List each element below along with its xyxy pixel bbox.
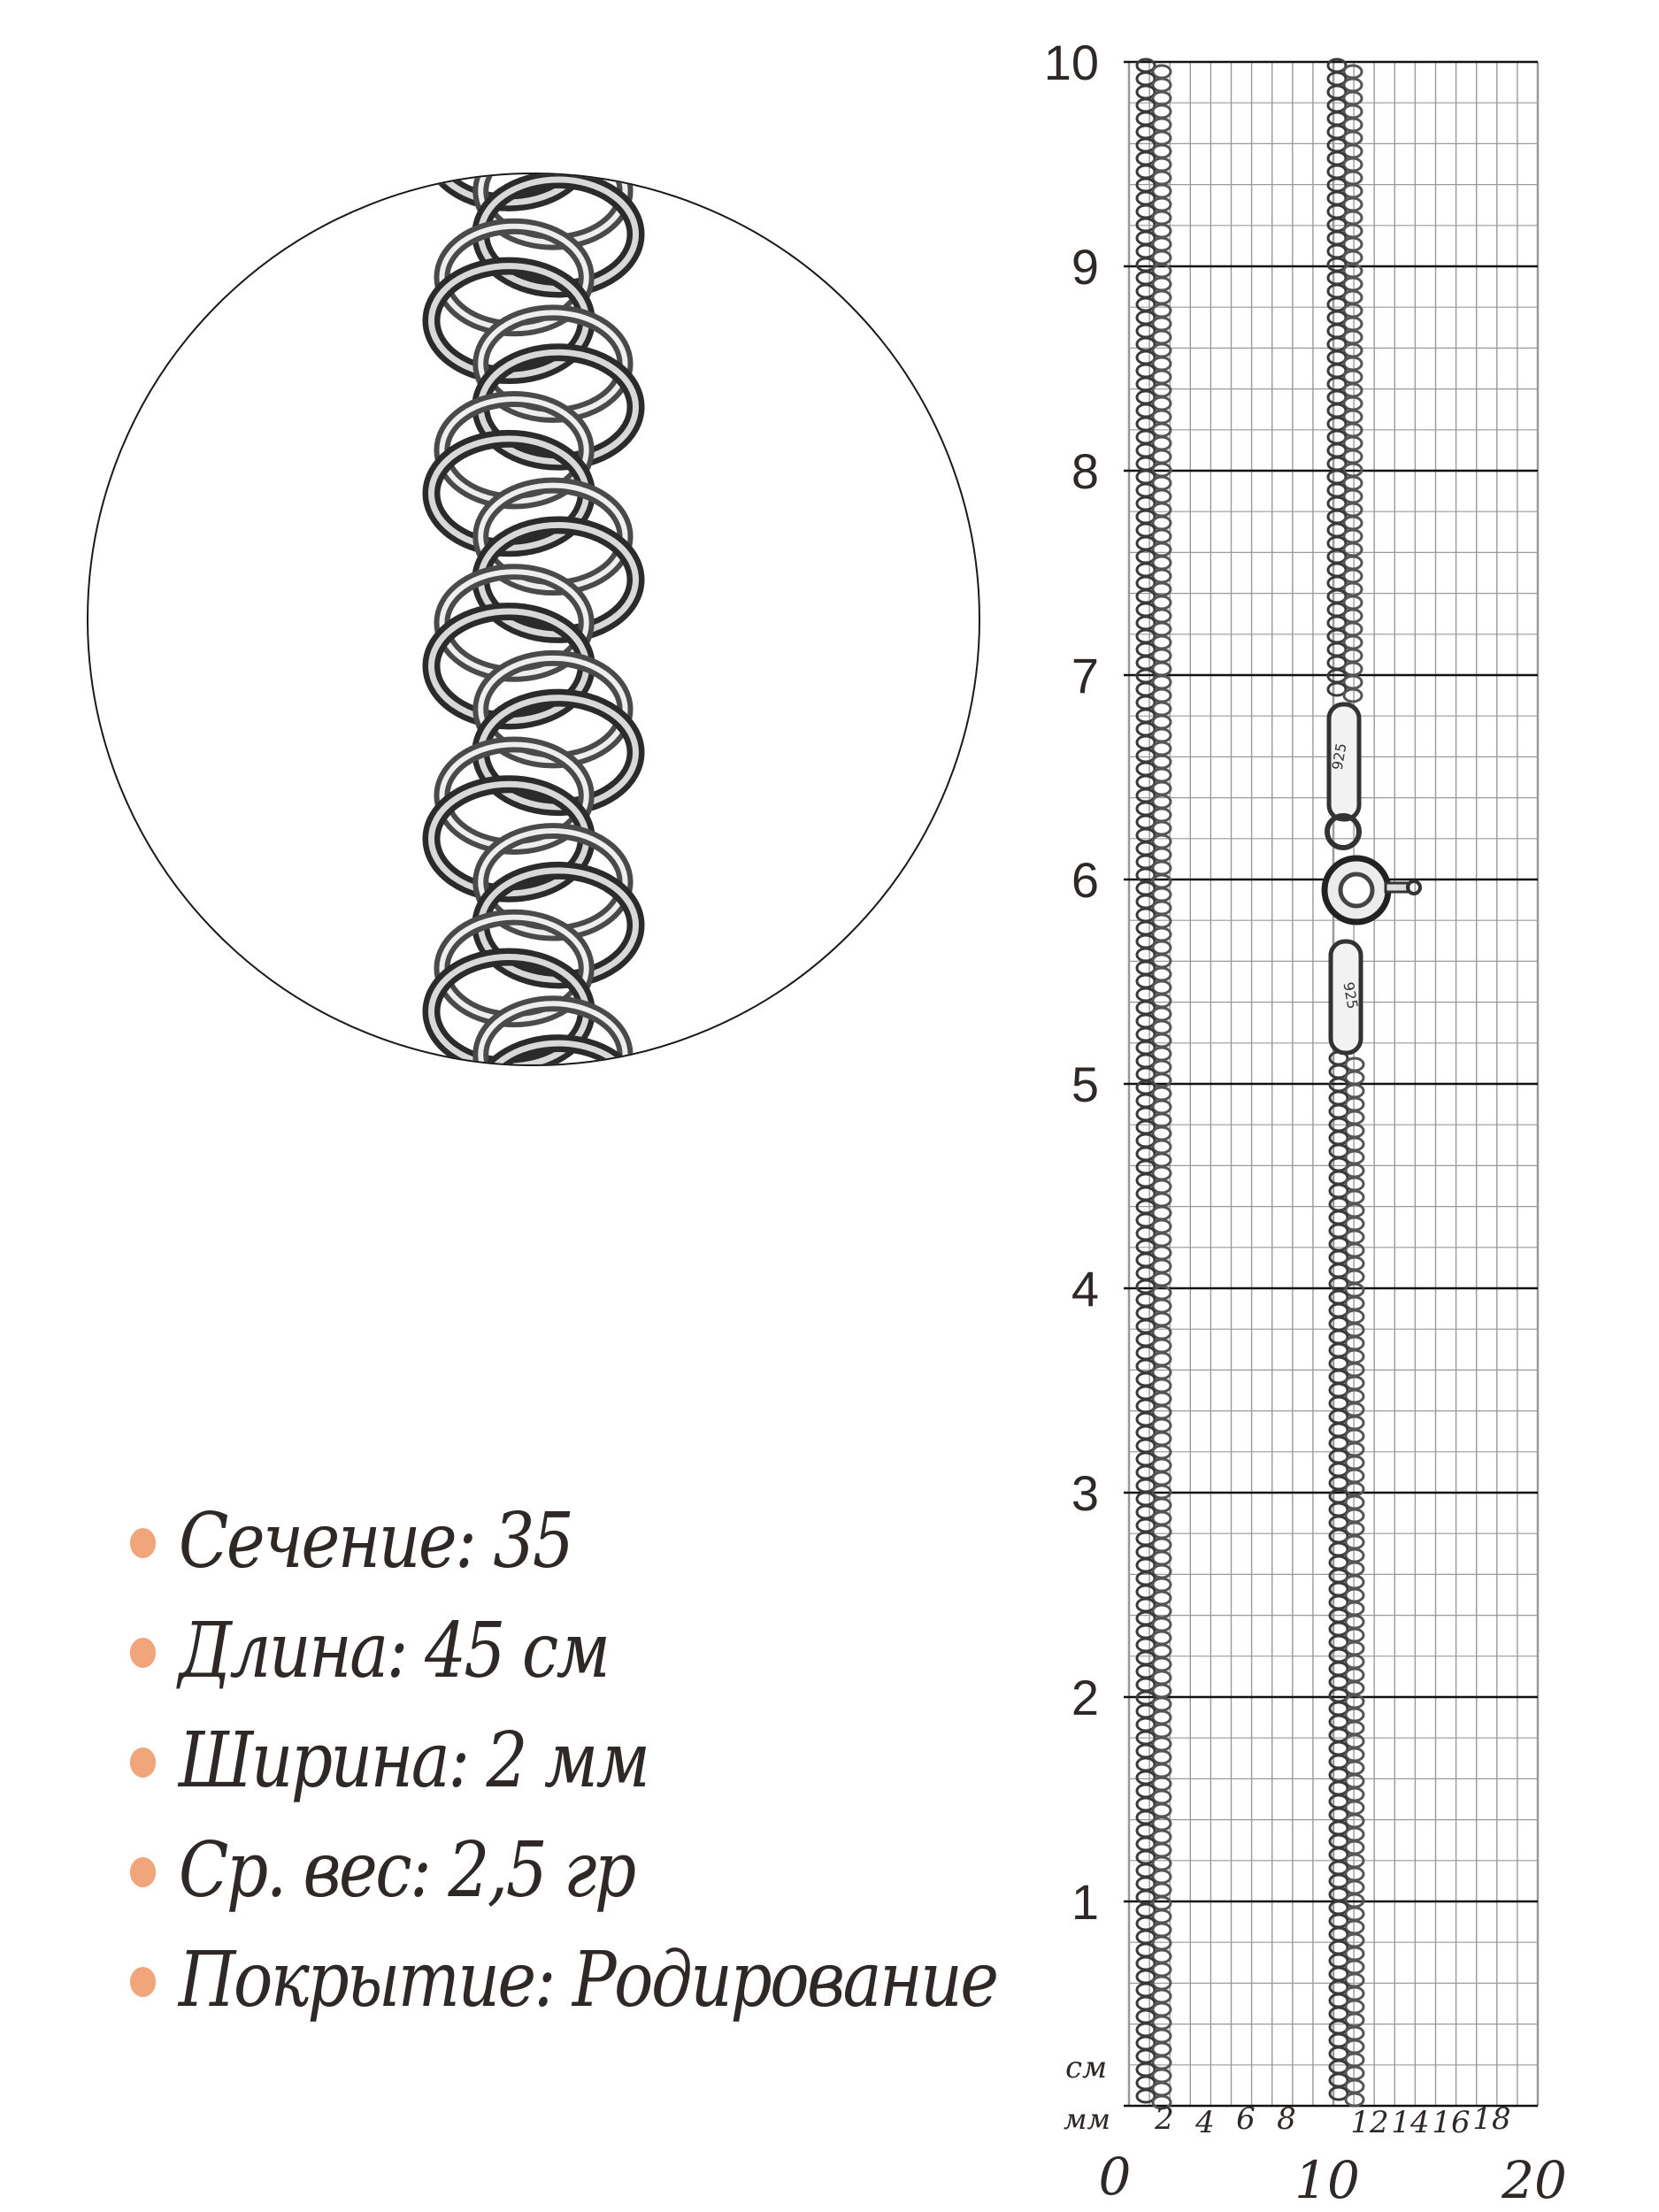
chain-link — [1346, 1868, 1363, 1880]
chain-link — [1153, 649, 1171, 662]
spec-weight-text: Ср. вес: 2,5 гр — [178, 1826, 634, 1915]
mm-label-20: 20 — [1502, 2150, 1567, 2210]
chain-link — [1346, 1655, 1363, 1668]
chain-link — [1344, 371, 1362, 383]
measurement-ruler — [1018, 35, 1593, 2212]
mm-label-14: 14 — [1391, 2105, 1430, 2140]
chain-link — [1344, 543, 1362, 556]
chain-link — [1346, 1403, 1363, 1416]
chain-link — [1153, 331, 1171, 343]
chain-link — [1346, 2054, 1363, 2066]
chain-link — [1153, 1101, 1171, 1113]
mm-label-18: 18 — [1472, 2101, 1511, 2137]
chain-link — [1344, 623, 1362, 635]
chain-link — [1153, 172, 1171, 184]
chain-link — [1153, 1525, 1171, 1538]
chain-link — [1346, 1231, 1363, 1243]
chain-link — [1153, 716, 1171, 728]
chain-link — [1346, 1350, 1363, 1363]
chain-link — [1346, 1085, 1363, 1097]
chain-link — [1346, 1841, 1363, 1854]
bullet-dot-icon — [130, 1528, 156, 1558]
chain-link — [1153, 703, 1171, 715]
chain-link — [1153, 782, 1171, 795]
chain-link — [1346, 1722, 1363, 1734]
chain-link — [1153, 291, 1171, 303]
chain-link — [1346, 1284, 1363, 1296]
chain-link — [1344, 676, 1362, 688]
chain-link — [1153, 1738, 1171, 1750]
chain-link — [1153, 1764, 1171, 1777]
chain-link — [1346, 2067, 1363, 2079]
chain-link — [1153, 2056, 1171, 2069]
chain-link — [1346, 1496, 1363, 1509]
chain-link — [1153, 557, 1171, 569]
chain-link — [1153, 1406, 1171, 1418]
chain-link — [1346, 1669, 1363, 1681]
mm-label-2: 2 — [1155, 2101, 1174, 2137]
chain-link — [1153, 105, 1171, 118]
chain-link — [1153, 225, 1171, 237]
chain-link — [1346, 1310, 1363, 1323]
bullet-dot-icon — [130, 1967, 156, 1997]
chain-link — [1153, 1008, 1171, 1020]
chain-link — [1153, 2043, 1171, 2055]
chain-link — [1344, 610, 1362, 622]
chain-link — [1153, 968, 1171, 980]
chain-link — [1346, 1974, 1363, 1986]
chain-link — [1153, 835, 1171, 848]
chain-link — [1153, 1804, 1171, 1816]
spec-coating — [124, 1925, 996, 2035]
chain-link — [1346, 2040, 1363, 2053]
chain-link — [1344, 437, 1362, 449]
chain-link — [1346, 1164, 1363, 1177]
chain-link — [1153, 862, 1171, 874]
mm-unit-label: мм — [1064, 2102, 1111, 2136]
chain-link — [1153, 490, 1171, 503]
chain-link — [1153, 729, 1171, 741]
chain-link — [1153, 1353, 1171, 1365]
chain-link — [1153, 1578, 1171, 1591]
chain-link — [1153, 1685, 1171, 1697]
chain-link — [1153, 1897, 1171, 1909]
chain-link — [1346, 1297, 1363, 1310]
chain-link — [1344, 570, 1362, 582]
chain-link — [1344, 503, 1362, 516]
chain-link — [1346, 1151, 1363, 1164]
chain-link — [1153, 1432, 1171, 1445]
chain-link — [1346, 1337, 1363, 1349]
chain-link — [1153, 1565, 1171, 1578]
chain-link — [1153, 610, 1171, 622]
chain-link — [1153, 251, 1171, 264]
chain-link — [1346, 1987, 1363, 2000]
chain-link — [1346, 1271, 1363, 1283]
chain-link — [1153, 1154, 1171, 1166]
chain-link — [1344, 158, 1362, 171]
chain-link — [1346, 1815, 1363, 1827]
spec-list — [124, 1486, 1139, 2035]
chain-closeup-image — [88, 174, 979, 1064]
chain-link — [1346, 1178, 1363, 1190]
clasp-stamp-text: 925 — [1328, 741, 1350, 772]
chain-link — [1153, 1313, 1171, 1325]
chain-link — [1346, 1642, 1363, 1655]
chain-link — [1153, 450, 1171, 463]
chain-link — [1346, 1125, 1363, 1137]
chain-link — [1344, 636, 1362, 649]
chain-link — [1344, 291, 1362, 303]
chain-link — [1153, 875, 1171, 887]
mm-label-12: 12 — [1350, 2105, 1389, 2140]
spec-width-text: Ширина: 2 мм — [178, 1717, 649, 1805]
chain-link — [1153, 689, 1171, 702]
chain-link — [1153, 849, 1171, 861]
chain-link — [1346, 1536, 1363, 1548]
chain-link — [1153, 1990, 1171, 2002]
chain-link — [1153, 981, 1171, 994]
chain-link — [1153, 1724, 1171, 1737]
chain-link — [1153, 517, 1171, 529]
chain-link — [1344, 517, 1362, 529]
mm-label-4: 4 — [1195, 2105, 1215, 2140]
chain-link — [1153, 1340, 1171, 1352]
chain-link — [1153, 809, 1171, 821]
mm-label-16: 16 — [1432, 2105, 1471, 2140]
chain-link — [1153, 1141, 1171, 1153]
chain-link — [1344, 384, 1362, 396]
chain-link — [1344, 132, 1362, 144]
cm-label-3: 3 — [1071, 1465, 1099, 1521]
chain-link — [1153, 1592, 1171, 1604]
chain-link — [1346, 1217, 1363, 1230]
chain-link — [1153, 1207, 1171, 1219]
chain-link — [1153, 1194, 1171, 1206]
chain-link — [1153, 1910, 1171, 1923]
chain-link — [1344, 105, 1362, 118]
chain-link — [1344, 211, 1362, 224]
clasp-stamp-text-2: 925 — [1340, 980, 1362, 1010]
spec-weight — [124, 1816, 996, 1925]
chain-link — [1153, 1857, 1171, 1870]
chain-link — [1153, 941, 1171, 954]
chain-link — [1153, 1127, 1171, 1140]
chain-link — [1346, 1616, 1363, 1628]
chain-link — [1344, 649, 1362, 662]
chain-link — [1346, 1682, 1363, 1694]
mm-label-8: 8 — [1277, 2101, 1296, 2137]
chain-link — [1153, 1247, 1171, 1259]
chain-link — [1346, 1947, 1363, 1960]
chain-link — [1344, 344, 1362, 357]
chain-link — [1153, 1220, 1171, 1233]
chain-link — [1346, 1589, 1363, 1601]
chain-link — [1346, 1881, 1363, 1893]
chain-link — [1153, 119, 1171, 131]
chain-link — [1153, 570, 1171, 582]
chain-link — [1344, 357, 1362, 370]
cm-label-1: 1 — [1071, 1874, 1099, 1930]
chain-link — [1346, 1576, 1363, 1588]
bullet-dot-icon — [130, 1857, 156, 1887]
chain-link — [1346, 1602, 1363, 1615]
cm-label-7: 7 — [1071, 648, 1099, 703]
chain-link — [1346, 1762, 1363, 1774]
chain-link — [1153, 1366, 1171, 1379]
chain-link — [1153, 623, 1171, 635]
spec-width — [124, 1706, 996, 1816]
chain-link — [1346, 1058, 1363, 1071]
chain-link — [1153, 1658, 1171, 1671]
chain-link — [1153, 185, 1171, 197]
chain-link — [1344, 411, 1362, 423]
chain-link — [1153, 636, 1171, 649]
chain-closeup-circle — [87, 173, 980, 1066]
chain-link — [1153, 1393, 1171, 1405]
chain-link — [1153, 1326, 1171, 1339]
chain-link — [1153, 543, 1171, 556]
chain-link — [1346, 1244, 1363, 1256]
chain-link — [1153, 1618, 1171, 1631]
chain-link — [1344, 477, 1362, 489]
chain-link — [1346, 1470, 1363, 1482]
chain-link — [1153, 769, 1171, 781]
chain-link — [1153, 411, 1171, 423]
cm-unit-label: см — [1065, 2050, 1108, 2085]
chain-link — [1346, 1934, 1363, 1947]
chain-link — [1344, 119, 1362, 131]
chain-link — [1346, 1324, 1363, 1336]
chain-link — [1344, 331, 1362, 343]
chain-link — [1346, 1709, 1363, 1721]
chain-link — [1346, 2027, 1363, 2039]
chain-link — [1153, 1671, 1171, 1684]
chain-link — [1153, 1963, 1171, 1976]
chain-link — [1346, 1801, 1363, 1814]
chain-link — [1346, 1377, 1363, 1389]
chain-link — [1346, 1775, 1363, 1787]
chain-link — [1153, 1791, 1171, 1803]
chain-link — [1153, 1924, 1171, 1936]
chain-link — [1346, 1443, 1363, 1455]
cm-label-2: 2 — [1071, 1670, 1099, 1725]
chain-link — [1153, 742, 1171, 755]
chain-link — [1153, 2083, 1171, 2095]
chain-link — [1346, 1417, 1363, 1429]
chain-link — [1153, 822, 1171, 834]
chain-link — [1153, 1950, 1171, 1962]
chain-link — [1153, 1273, 1171, 1286]
chain-link — [1153, 1021, 1171, 1033]
cm-label-9: 9 — [1071, 239, 1099, 295]
chain-link — [1153, 1061, 1171, 1073]
chain-link — [1153, 238, 1171, 250]
chain-link — [1153, 1459, 1171, 1471]
bullet-dot-icon — [130, 1638, 156, 1668]
chain-link — [1346, 1098, 1363, 1110]
chain-link — [1153, 888, 1171, 901]
chain-link — [1153, 1499, 1171, 1511]
chain-link — [1346, 1509, 1363, 1522]
chain-link — [1153, 2070, 1171, 2082]
chain-link — [1153, 65, 1171, 78]
chain-link — [1153, 2003, 1171, 2016]
chain-link — [1153, 318, 1171, 330]
chain-link — [1153, 2016, 1171, 2029]
chain-link — [1344, 278, 1362, 290]
chain-link — [1344, 65, 1362, 78]
chain-link — [1346, 1961, 1363, 1973]
chain-link — [1344, 596, 1362, 609]
chain-link — [1346, 1828, 1363, 1840]
chain-link — [1153, 1180, 1171, 1193]
chain-link — [1153, 1831, 1171, 1843]
chain-link — [1346, 2093, 1363, 2106]
chain-link — [1344, 490, 1362, 503]
chain-link — [1346, 1735, 1363, 1747]
chain-link — [1346, 1138, 1363, 1150]
chain-link — [1153, 397, 1171, 410]
chain-link — [1153, 915, 1171, 927]
chain-link — [1153, 1884, 1171, 1896]
chain-link — [1344, 79, 1362, 91]
chain-link — [1153, 357, 1171, 370]
mm-label-10: 10 — [1294, 2150, 1360, 2210]
chain-link — [1346, 2001, 1363, 2013]
chain-link — [1344, 251, 1362, 264]
chain-link — [1153, 304, 1171, 317]
chain-link — [1344, 225, 1362, 237]
chain-link — [1153, 79, 1171, 91]
chain-link — [1346, 1257, 1363, 1270]
chain-link — [1153, 1751, 1171, 1763]
mm-label-0: 0 — [1098, 2147, 1132, 2207]
chain-link — [1153, 1233, 1171, 1246]
chain-link — [1153, 1870, 1171, 1883]
chain-link — [1153, 1167, 1171, 1179]
chain-link — [1344, 172, 1362, 184]
chain-link — [1153, 344, 1171, 357]
chain-link — [1153, 1300, 1171, 1312]
spec-length-text: Длина: 45 см — [178, 1607, 609, 1695]
chain-link — [1153, 995, 1171, 1007]
mm-label-6: 6 — [1236, 2101, 1256, 2137]
chain-link — [1153, 1937, 1171, 1949]
chain-link — [1346, 1456, 1363, 1469]
chain-link — [1153, 530, 1171, 542]
chain-link — [1153, 1632, 1171, 1644]
cm-label-4: 4 — [1071, 1261, 1099, 1317]
chain-link — [1153, 145, 1171, 157]
chain-link — [1153, 503, 1171, 516]
chain-link — [1153, 1698, 1171, 1710]
spec-section-text: Сечение: 35 — [178, 1497, 572, 1586]
chain-link — [1346, 1071, 1363, 1084]
chain-link — [1153, 384, 1171, 396]
cm-label-5: 5 — [1071, 1056, 1099, 1112]
chain-link — [1153, 1512, 1171, 1525]
bullet-dot-icon — [130, 1747, 156, 1778]
chain-link — [1344, 663, 1362, 675]
cm-label-10: 10 — [1043, 35, 1099, 90]
spec-length — [124, 1596, 996, 1706]
chain-link — [1344, 530, 1362, 542]
chain-link — [1153, 1711, 1171, 1724]
chain-link — [1346, 1549, 1363, 1562]
chain-link — [1153, 1472, 1171, 1485]
chain-link — [1153, 1087, 1171, 1100]
chain-link — [1153, 1645, 1171, 1657]
chain-link — [1153, 596, 1171, 609]
chain-link — [1346, 1191, 1363, 1203]
chain-link — [1344, 689, 1362, 702]
chain-link — [1153, 211, 1171, 224]
chain-link — [1153, 663, 1171, 675]
chain-link — [1346, 1748, 1363, 1761]
chain-link — [1153, 132, 1171, 144]
chain-link — [1153, 1778, 1171, 1790]
chain-link — [1153, 477, 1171, 489]
chain-link — [1153, 158, 1171, 171]
chain-link — [1344, 145, 1362, 157]
chain-link — [1153, 1844, 1171, 1856]
chain-link — [1346, 1111, 1363, 1124]
chain-link — [1153, 1034, 1171, 1047]
chain-link — [1153, 1539, 1171, 1551]
chain-link — [1344, 397, 1362, 410]
chain-link — [1346, 1563, 1363, 1575]
cm-label-8: 8 — [1071, 443, 1099, 499]
chain-link — [1346, 2080, 1363, 2093]
chain-link — [1344, 238, 1362, 250]
chain-link — [1346, 1629, 1363, 1641]
chain-link — [1344, 198, 1362, 211]
chain-link — [1153, 902, 1171, 914]
chain-link — [1153, 278, 1171, 290]
chain-link — [1346, 1788, 1363, 1801]
chain-link — [1153, 928, 1171, 941]
chain-link — [1153, 371, 1171, 383]
chain-link — [1346, 1390, 1363, 1402]
spec-section — [124, 1486, 996, 1596]
chain-link — [1153, 2030, 1171, 2042]
chain-link — [1344, 557, 1362, 569]
chain-link — [1153, 1048, 1171, 1060]
chain-link — [1344, 318, 1362, 330]
chain-link — [1153, 1379, 1171, 1392]
chain-link — [1344, 304, 1362, 317]
chain-link — [1153, 437, 1171, 449]
chain-link — [1344, 185, 1362, 197]
chain-link — [1344, 450, 1362, 463]
chain-link — [1153, 676, 1171, 688]
chain-link — [1153, 198, 1171, 211]
chain-link — [1346, 1921, 1363, 1933]
chain-link — [1153, 1260, 1171, 1272]
chain-link — [1153, 1419, 1171, 1432]
chain-link — [1153, 756, 1171, 768]
spec-coating-text: Покрытие: Родирование — [178, 1936, 997, 2024]
cm-label-6: 6 — [1071, 852, 1099, 908]
chain-link — [1153, 1552, 1171, 1564]
chain-link — [1346, 1430, 1363, 1442]
chain-link — [1346, 1908, 1363, 1920]
